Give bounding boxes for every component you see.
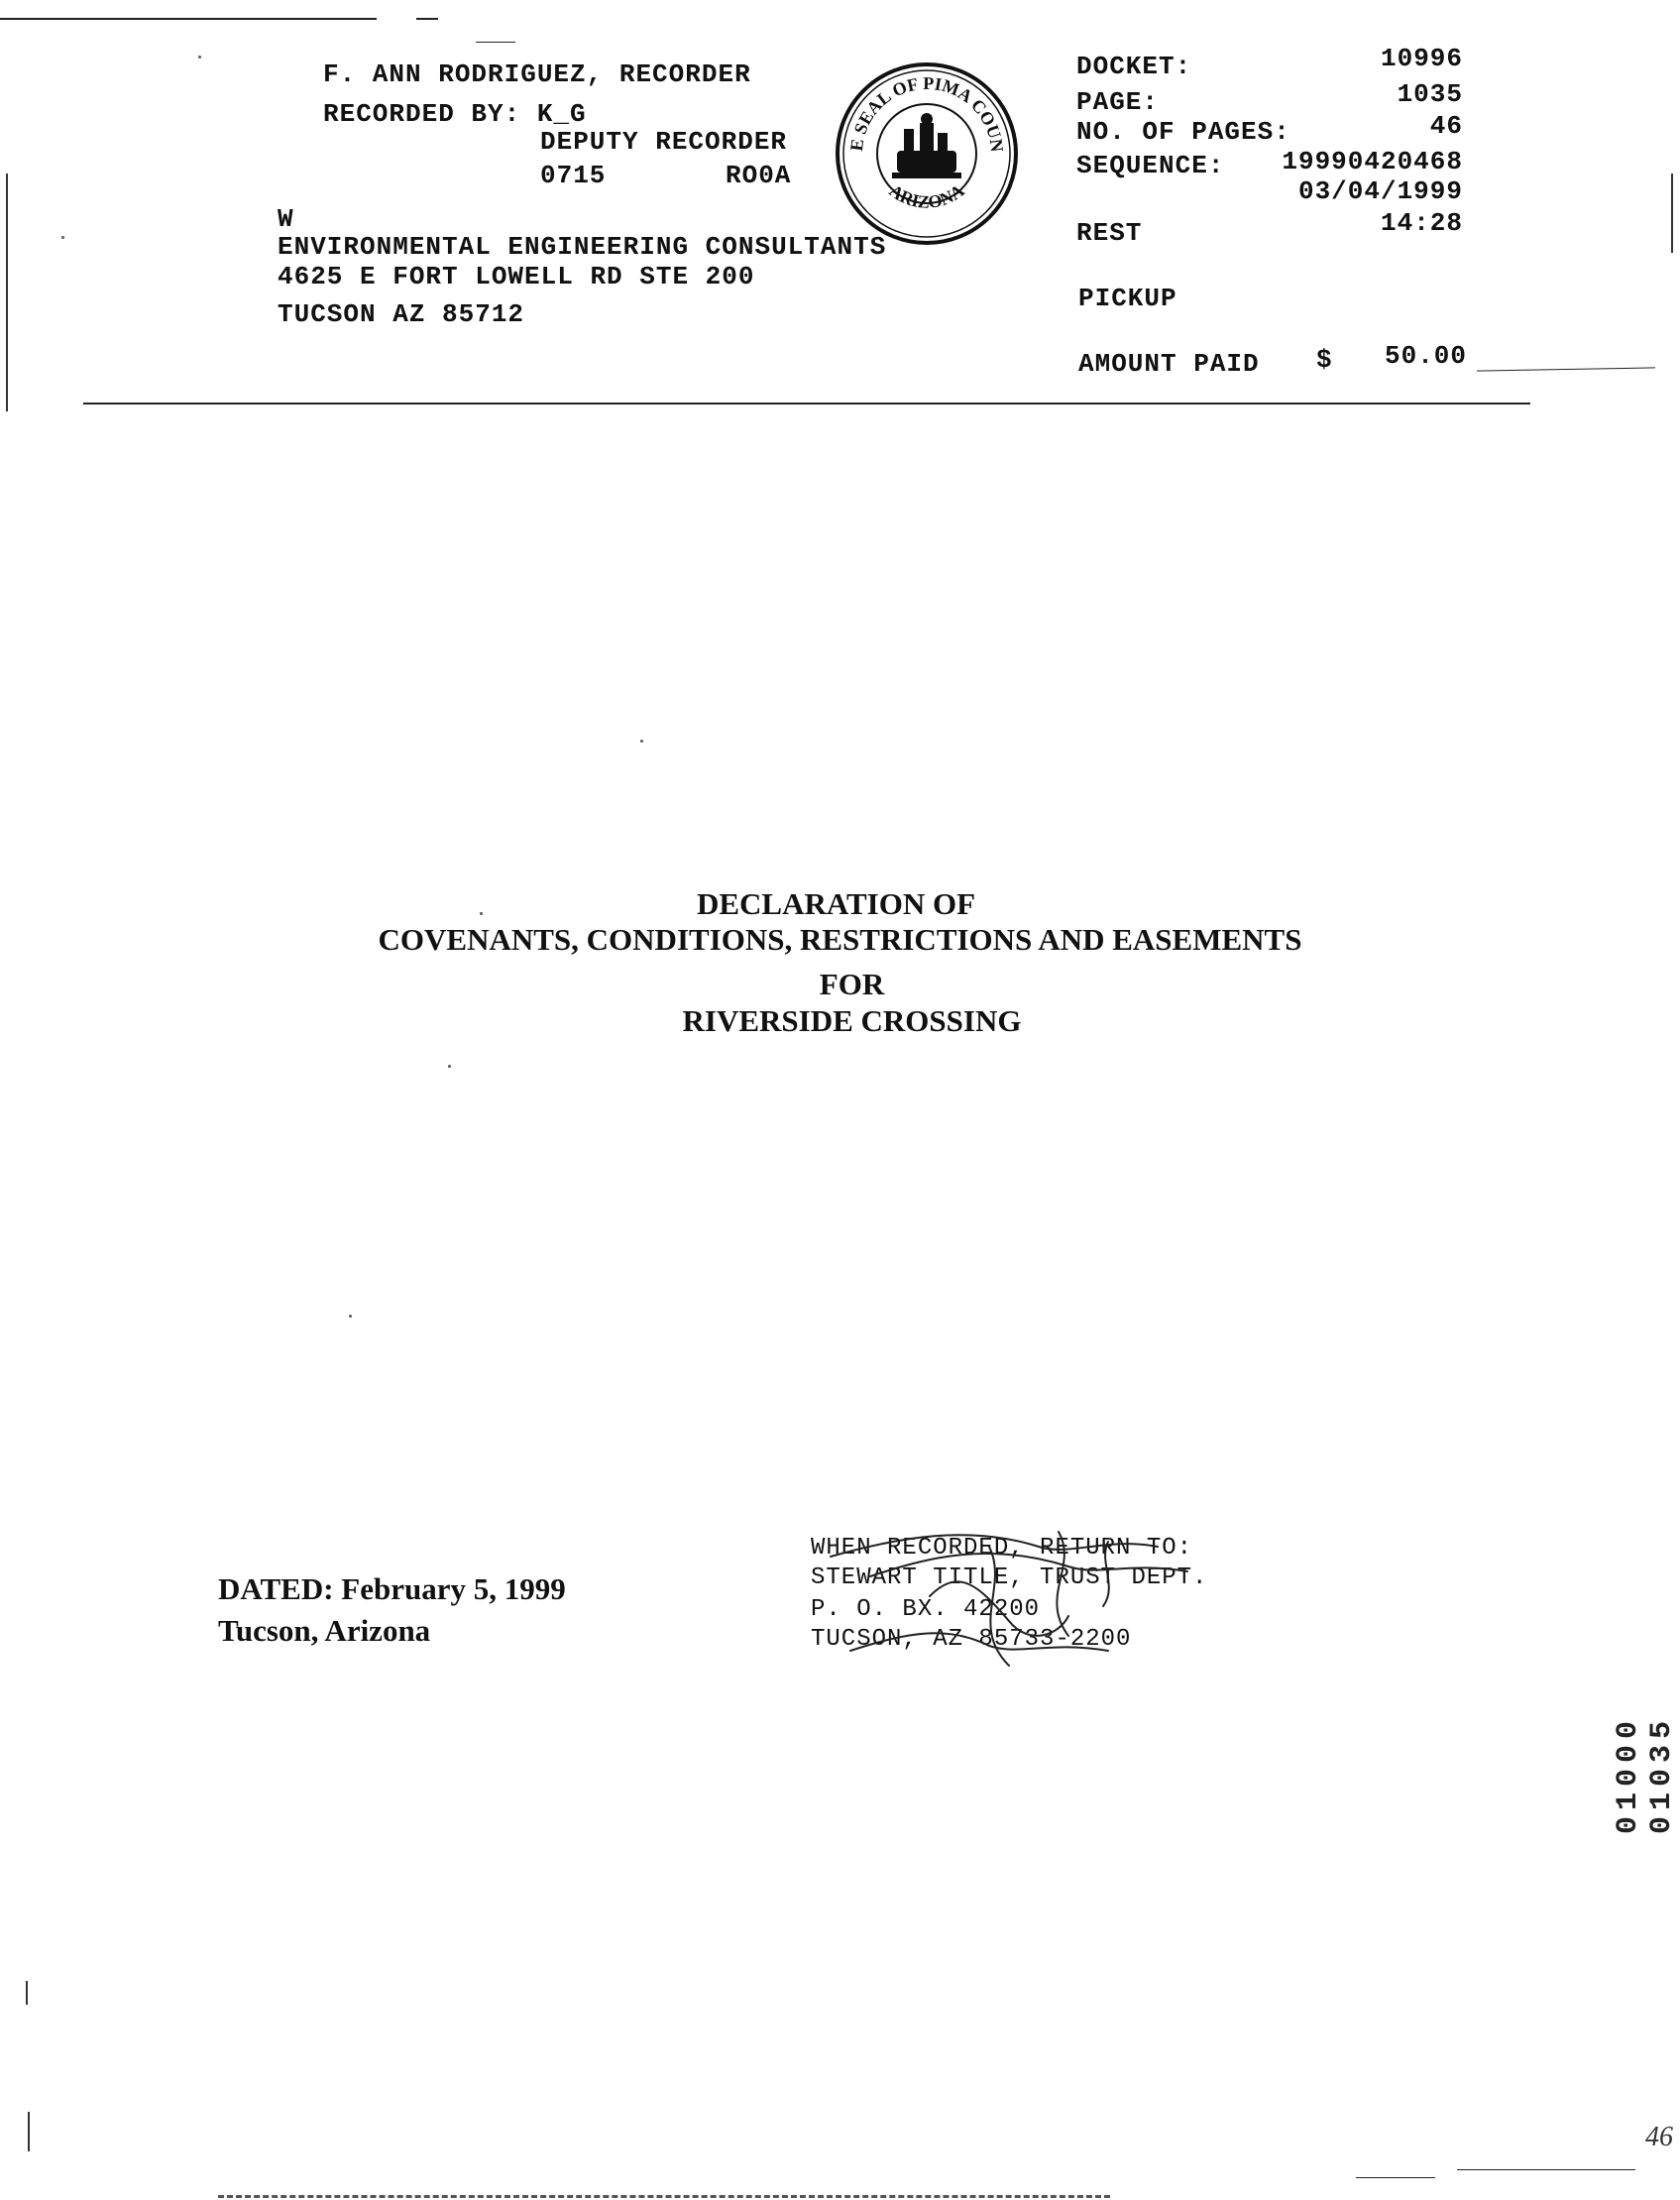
header-separator: [83, 403, 1530, 405]
title-line-3: FOR: [819, 967, 885, 1001]
bottom-rule-2: [1457, 2169, 1635, 2170]
bottom-left-tick-2: [28, 2112, 30, 2151]
scan-speck: [448, 1065, 451, 1068]
right-margin-tick: [1671, 174, 1673, 253]
addressee-initial: W: [278, 204, 294, 234]
dated-line: DATED: February 5, 1999: [218, 1571, 566, 1606]
recording-date: 03/04/1999: [1297, 176, 1463, 206]
page-label: PAGE:: [1076, 87, 1160, 117]
amount-paid-label: AMOUNT PAID: [1078, 349, 1260, 379]
recording-time: 14:28: [1380, 208, 1463, 238]
top-rule-tick-2: [476, 42, 515, 43]
scan-speck: [198, 56, 201, 58]
return-to-line-3: P. O. BX. 42200: [811, 1596, 1041, 1623]
side-stamp-text: 01000 01035: [1612, 1714, 1680, 1835]
return-to-line-1: WHEN RECORDED, RETURN TO:: [811, 1535, 1193, 1562]
amount-paid-value: 50.00: [1384, 341, 1467, 371]
header-separator-tail: [1477, 367, 1655, 371]
scan-speck: [61, 236, 64, 239]
title-line-2: COVENANTS, CONDITIONS, RESTRICTIONS AND EASEMENTS: [378, 922, 1302, 957]
seal-top-text: E SEAL OF PIMA COUN: [845, 72, 1008, 154]
return-to-line-2: STEWART TITLE, TRUST DEPT.: [811, 1564, 1208, 1591]
handwritten-strikeout: [811, 1527, 1267, 1685]
top-rule-tick: [416, 18, 438, 20]
return-to-block: [811, 1527, 1267, 1685]
addressee-city: TUCSON AZ 85712: [278, 299, 525, 329]
title-line-4: RIVERSIDE CROSSING: [682, 1003, 1022, 1038]
bottom-cut-line: [218, 2195, 1110, 2198]
pickup-label: PICKUP: [1078, 284, 1177, 313]
page-value: 1035: [1397, 79, 1463, 109]
seal-bottom-text: ARIZONA: [885, 179, 968, 212]
deputy-recorder: DEPUTY RECORDER: [540, 127, 788, 157]
docket-value: 10996: [1380, 44, 1463, 73]
page-mark: 46: [1645, 2122, 1673, 2152]
addressee-company: ENVIRONMENTAL ENGINEERING CONSULTANTS: [278, 232, 887, 262]
recorder-code-2: RO0A: [726, 161, 792, 190]
rest-label: REST: [1076, 218, 1143, 248]
title-line-1: DECLARATION OF: [696, 886, 976, 921]
pages-value: 46: [1429, 111, 1463, 141]
amount-currency: $: [1316, 345, 1333, 375]
recorder-code-1: 0715: [540, 161, 607, 190]
docket-label: DOCKET:: [1076, 52, 1192, 81]
top-rule: [0, 18, 377, 20]
scan-speck: [640, 740, 643, 743]
sequence-label: SEQUENCE:: [1076, 151, 1225, 180]
bottom-rule: [1356, 2177, 1435, 2178]
return-to-line-4: TUCSON, AZ 85733-2200: [811, 1626, 1132, 1653]
bottom-left-tick: [26, 1981, 28, 2005]
recorded-by: RECORDED BY: K_G: [323, 99, 587, 129]
pima-county-seal: [833, 59, 1021, 248]
addressee-street: 4625 E FORT LOWELL RD STE 200: [278, 262, 755, 291]
side-stamp: [1612, 1636, 1680, 1913]
pages-label: NO. OF PAGES:: [1076, 117, 1290, 147]
recorder-name: F. ANN RODRIGUEZ, RECORDER: [323, 59, 751, 89]
sequence-value: 19990420468: [1282, 147, 1463, 176]
scan-speck: [349, 1315, 352, 1318]
left-margin-tick: [6, 174, 8, 411]
dated-place: Tucson, Arizona: [218, 1613, 431, 1648]
